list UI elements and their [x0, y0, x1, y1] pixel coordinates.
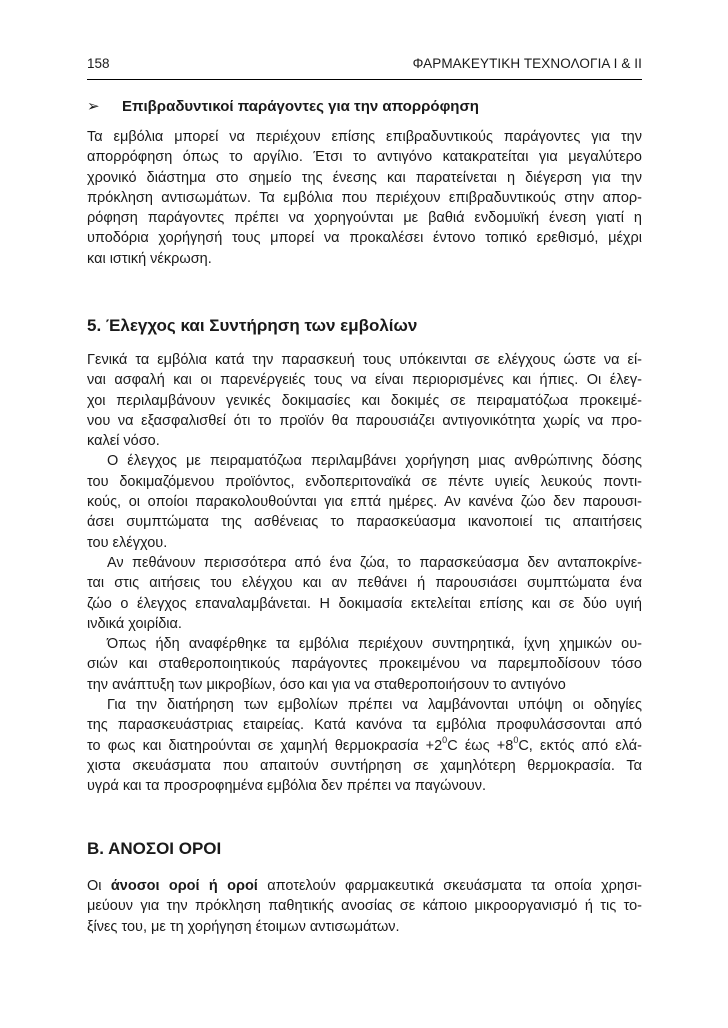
text-line: Τα εμβόλια μπορεί να περιέχουν επίσης επιβραδυντικούς παράγοντες για την	[87, 129, 642, 145]
text-fragment: C, εκτός από ελά-	[518, 737, 642, 754]
text-line: Αν πεθάνουν περισσότερα από ένα ζώα, το παρασκεύασμα δεν ανταποκρίνε-	[107, 554, 642, 571]
text-fragment: Οι	[87, 878, 111, 894]
text-line: χιστα σκευάσματα που απαιτούν συντήρηση σε χαμηλότερη θερμοκρασία. Τα	[87, 757, 642, 774]
bullet-heading-text: Επιβραδυντικοί παράγοντες για την απορρόφηση	[122, 98, 479, 115]
text-line-temperature	[87, 736, 642, 756]
text-line: Για την διατήρηση των εμβολίων πρέπει να λαμβάνονται υπόψη οι οδηγίες	[107, 697, 642, 714]
text-line: χοι περιλαμβάνουν γενικές δοκιμασίες και δοκιμές σε πειραματόζωα προκειμέ-	[87, 392, 642, 409]
text-line: Όπως ήδη αναφέρθηκε τα εμβόλια περιέχουν συντηρητικά, ίχνη χημικών ου-	[107, 636, 642, 653]
page-header	[87, 57, 642, 80]
text-line: κούς, οι οποίοι παρακολουθούνται για επτά ημέρες. Αν κανένα ζώο δεν παρουσι-	[87, 494, 642, 511]
page-number: 158	[87, 56, 110, 71]
text-line: ρόφηση παράγοντες πρέπει να χορηγούνται με βαθιά ενδομυϊκή ένεση γιατί η	[87, 210, 642, 227]
paragraph-immune-sera	[87, 876, 642, 937]
text-line: υγρά και τα προσροφημένα εμβόλια δεν πρέπει να παγώνουν.	[87, 778, 487, 795]
text-line: ται στις αιτήσεις του ελέγχου και αν πεθάνει ή παρουσιάσει συμπτώματα ένα	[87, 575, 642, 592]
section-heading-control: 5. Έλεγχος και Συντήρηση των εμβολίων	[87, 316, 418, 335]
text-line: και ιστική νέκρωση.	[87, 250, 212, 267]
text-line: ζώο ο έλεγχος επαναλαμβάνεται. Η δοκιμασία εκτελείται επίσης και σε δύο υγιή	[87, 595, 642, 612]
text-fragment: C έως +8	[447, 737, 514, 754]
bold-term: άνοσοι οροί ή οροί	[110, 878, 258, 894]
paragraph-retarding-agents	[87, 127, 642, 269]
text-line: άσει συμπτώματα της ασθένειας το παρασκεύασμα ικανοποιεί τις απαιτήσεις	[87, 514, 642, 531]
text-line: απορρόφηση όπως το αργίλιο. Έτσι το αντιγόνο κατακρατείται για μεγαλύτερο	[87, 149, 642, 166]
text-line: νου να εξασφαλισθεί ότι το προϊόν θα παρουσιάζει αντιγονικότητα χωρίς να προ-	[87, 412, 642, 429]
text-line: χρονικό διάστημα στο σημείο της ένεσης και παρατείνεται η διέγερση για την	[87, 169, 642, 186]
text-line: του δοκιμαζόμενου προϊόντος, ενδοπεριτοναϊκά σε πέντε υγιείς λευκούς ποντι-	[87, 473, 642, 490]
text-line: μεύουν για την πρόκληση παθητικής ανοσίας σε κάποιο μικροοργανισμό ή τις το-	[87, 898, 642, 915]
section-heading-immune-sera: Β. ΑΝΟΣΟΙ ΟΡΟΙ	[87, 839, 222, 858]
running-title: ΦΑΡΜΑΚΕΥΤΙΚΗ ΤΕΧΝΟΛΟΓΙΑ Ι & ΙΙ	[412, 56, 642, 71]
arrow-bullet-icon: ➢	[87, 98, 100, 115]
text-line: ινδικά χοιρίδια.	[87, 615, 182, 632]
paragraph-control-1	[87, 350, 642, 797]
superscript-degree: 0	[513, 734, 519, 745]
text-line: ξίνες του, με τη χορήγηση έτοιμων αντισωμάτων.	[87, 918, 400, 935]
superscript-degree: 0	[442, 734, 448, 745]
text-line: ναι ασφαλή και οι παρενέργειές τους να είναι περιορισμένες και ήπιες. Οι έλεγ-	[87, 372, 642, 389]
text-line: υποδόρια χορήγησή τους μπορεί να προκαλέσει έντονο τοπικό ερεθισμό, μέχρι	[87, 230, 642, 247]
text-line: της παρασκευάστριας εταιρείας. Κατά κανόνα τα εμβόλια προφυλάσσονται από	[87, 717, 642, 734]
text-line: καλεί νόσο.	[87, 433, 160, 450]
text-fragment: το φως και διατηρούνται σε χαμηλή θερμοκρασία +2	[87, 737, 443, 754]
text-fragment: αποτελούν φαρμακευτικά σκευάσματα τα οποία χρησι-	[257, 878, 642, 894]
text-line: του ελέγχου.	[87, 534, 168, 551]
text-line: σιών και σταθεροποιητικούς παράγοντες προκειμένου να παρεμποδίσουν τόσο	[87, 656, 642, 673]
text-line: Ο έλεγχος με πειραματόζωα περιλαμβάνει χορήγηση μιας ανθρώπινης δόσης	[107, 453, 642, 470]
text-line: την ανάπτυξη των μικροβίων, όσο και για να σταθεροποιήσουν το αντιγόνο	[87, 676, 566, 693]
text-line: πρόκληση αντισωμάτων. Τα εμβόλια που περιέχουν επιβραδυντικούς στην απορ-	[87, 189, 642, 206]
text-line	[87, 876, 642, 896]
text-line: Γενικά τα εμβόλια κατά την παρασκευή τους υπόκεινται σε ελέγχους ώστε να εί-	[87, 352, 642, 368]
